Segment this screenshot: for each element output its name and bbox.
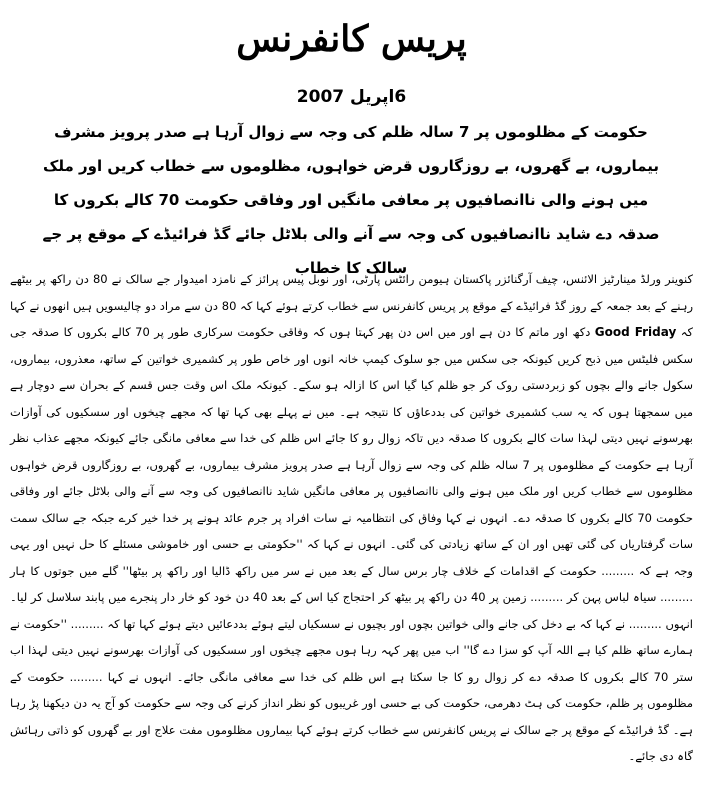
- headline: حکومت کے مظلوموں پر 7 سالہ ظلم کی وجہ سے زوال آرہا ہے صدر پرویز مشرف بیماروں، بے گھروں، بے روزگاروں قرض خواہوں، مظلوموں سے خطاب کریں اور ملک میں ہونے والی ناانصافیوں پر معافی مانگیں اور وفاقی حکومت 70 کالے بکروں کا صدقہ دے شاید ناانصافیوں کی وجہ سے آنے والی بلاٹل جائے گڈ فرائیڈے کے موقع پر جے سالک کا خطاب: [42, 123, 660, 277]
- body-text: [10, 266, 693, 770]
- body-text-part-2: دکھ اور ماتم کا دن ہے اور میں اس دن پھر کہتا ہوں کہ وفاقی حکومت سرکاری طور پر 70 کالے بکروں کا صدقہ جی سکس فلیٹس میں ذبح کریں کیونکہ جی سکس میں جو سلوک کیمپ خانہ انوں اور خاص طور پر کشمیری خواتین کے ساتھ، معذروں، بیماروں، سکول جانے والے بچوں کو زبردستی روک کر جو ظلم کیا گیا اس کا ازالہ ہو سکے۔ کیونکہ ملک اس وقت جس قسم کے بحران سے دوچار ہے میں سمجھتا ہوں کہ یہ سب کشمیری خواتین کی بددعاؤں کا نتیجہ ہے۔ میں نے پہلے بھی کہا تھا کہ مجھے چیخوں اور سسکیوں کی آوازات بھرسونے نہیں دیتی لہذا سات کالے بکروں کا صدقہ دیں تاکہ زوال رو کا جائے اس ظلم کی خدا سے معافی مانگی جائے کیونکہ مجھے عذاب نظر آرہا ہے حکومت کے مظلوموں پر 7 سالہ ظلم کی وجہ سے زوال آرہا ہے صدر پرویز مشرف بیماروں، بے گھروں، بے روزگاروں قرض خواہوں مظلوموں سے خطاب کریں اور ملک میں ہونے والی ناانصافیوں پر معافی مانگیں شاید ناانصافیوں کی وجہ سے آنے والی بلاٹل جائے اور وفاقی حکومت 70 کالے بکروں کا صدقہ دے۔ انہوں نے کہا وفاق کی انتظامیہ نے سات افراد پر جرم عائد ہونے پر خدا خیر کرے جبکہ جے سالک سمت سات گرفتاریاں کی گئی تھیں اور ان کے ساتھ زیادتی کی گئی۔ انہوں نے کہا کہ ''حکومتی بے حسی اور خاموشی مسئلے کا حل نہیں اور یہی وجہ ہے کہ ......... حکومت کے اقدامات کے خلاف چار برس سال کے بعد میں نے سر میں راکھ ڈالیا اور راکھ پر بیٹھا'' گلے میں جوتوں کا ہار ......... سیاہ لباس پہن کر ......... زمین پر 40 دن راکھ پر بیٹھ کر احتجاج کیا اس کے بعد 40 دن خود کو خار دار پنجرے میں پابند سلاسل کر لیا۔ انہوں ......... نے کہا کہ بے دخل کی جانے والی خواتین بچوں اور بچیوں نے سسکیاں لیتے ہوئے بددعائیں دیتے ہوئے کہا تھا کہ ......... ''حکومت نے ہمارے ساتھ ظلم کیا ہے اللہ آپ کو سزا دے گا'' اب میں پھر کہہ رہا ہوں مجھے چیخوں اور سسکیوں کی آوازات بھرسونے نہیں دیتی لہذا اب ستر 70 کالے بکروں کا صدقہ دے کر زوال رو کا جا سکتا ہے اس ظلم کی خدا سے معافی مانگی جائے۔ انہوں نے کہا ......... حکومت کے مظلوموں پر ظلم، حکومت کی ہٹ دھرمی، حکومت کی بے حسی اور غریبوں کو نظر انداز کرنے کی وجہ سے حکومت کو آج یہ دن دیکھنا پڑ رہا ہے۔ گڈ فرائیڈے کے موقع پر جے سالک نے پریس کانفرنس سے خطاب کرتے ہوئے کہا بیماروں مظلوموں مفت علاج اور بے گھروں کو ذاتی رہائش گاہ دی جائے۔: [10, 325, 694, 763]
- good-friday-label: Good Friday: [594, 325, 677, 339]
- page-title: پریس کانفرنس: [236, 18, 467, 60]
- body-text-part-1: کنوینر ورلڈ مینارٹیز الائنس، چیف آرگنائزر پاکستان ہیومن رائٹس پارٹی، اور نوبل پیس پرائز کے نامزد امیدوار جے سالک نے 80 دن راکھ پر بیٹھے رہنے کے بعد جمعہ کے روز گڈ فرائیڈے کے موقع پر پریس کانفرنس سے خطاب کرتے ہوئے کہا کہ 80 دن سے مراد دو چالیسویں ہیں انھوں نے کہا کہ: [10, 272, 693, 339]
- release-date: 6اپریل 2007: [296, 87, 407, 107]
